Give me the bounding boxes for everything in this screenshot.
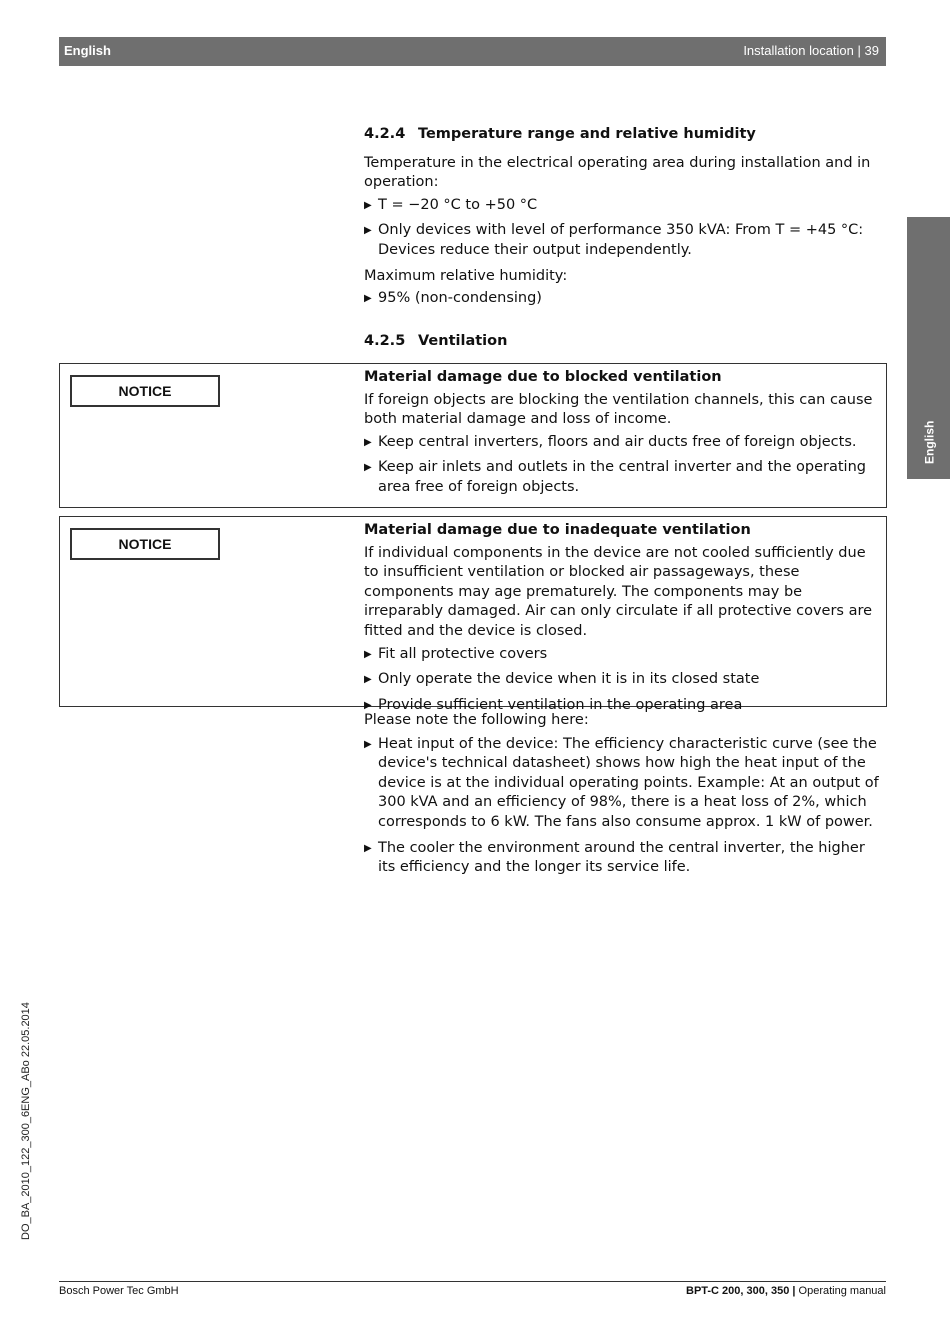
- notice-label: NOTICE: [70, 375, 220, 407]
- notice-paragraph: If individual components in the device are not cooled sufficiently due to insufficient ventilation or blocked air passageways, these components may age prematurely. The components may be irreparably damaged. Air can only circulate if all protective covers are fitted and the device is closed.: [364, 544, 873, 639]
- list-item: ▶ Fit all protective covers: [364, 645, 880, 665]
- notice-paragraph: If foreign objects are blocking the ventilation channels, this can cause both material damage and loss of income.: [364, 391, 873, 428]
- notice-box: [59, 363, 887, 508]
- list-item: ▶ Only devices with level of performance 350 kVA: From T = +45 °C: Devices reduce their output independently.: [364, 221, 886, 260]
- footer-doc-type: Operating manual: [798, 1285, 886, 1297]
- footer-product-info: [686, 1285, 886, 1297]
- header-separator: |: [857, 43, 861, 58]
- section-number: 4.2.4: [364, 126, 406, 142]
- notice-label: NOTICE: [70, 528, 220, 560]
- section-title: Ventilation: [418, 333, 508, 349]
- section-heading: [364, 125, 886, 145]
- footer-company: Bosch Power Tec GmbH: [59, 1285, 179, 1297]
- notice-title: Material damage due to inadequate ventilation: [364, 522, 751, 538]
- list-item: ▶ 95% (non-condensing): [364, 289, 886, 309]
- list-item: ▶ Heat input of the device: The efficiency characteristic curve (see the device's technical datasheet) shows how high the heat input of the device is at the individual operating points. Example: At an output of 300 kVA and an efficiency of 98%, there is a heat loss of 2%, which corresponds to 6 kW. The fans also consume approx. 1 kW of power.: [364, 735, 886, 833]
- paragraph: Please note the following here:: [364, 712, 589, 728]
- notes-section: [364, 711, 886, 878]
- section-heading: [364, 332, 886, 352]
- side-tab-label: English: [922, 420, 937, 464]
- list-item: ▶ Provide sufficient ventilation in the operating area: [364, 696, 880, 716]
- list-item: ▶ Only operate the device when it is in its closed state: [364, 670, 880, 690]
- paragraph: Temperature in the electrical operating area during installation and in operation:: [364, 154, 871, 191]
- header-section: Installation location: [743, 43, 854, 58]
- section-4-2-4: [364, 125, 886, 309]
- page-header: [59, 37, 886, 66]
- notice-title: Material damage due to blocked ventilation: [364, 369, 722, 385]
- list-item: ▶ Keep air inlets and outlets in the central inverter and the operating area free of foreign objects.: [364, 458, 880, 497]
- notice-content: [364, 368, 880, 498]
- section-title: Temperature range and relative humidity: [418, 126, 756, 142]
- list-item: ▶ The cooler the environment around the central inverter, the higher its efficiency and the longer its service life.: [364, 839, 886, 878]
- notice-content: [364, 521, 880, 715]
- header-language: English: [64, 43, 111, 58]
- footer-divider: [59, 1281, 886, 1282]
- list-item: ▶ T = −20 °C to +50 °C: [364, 196, 886, 216]
- section-4-2-5: [364, 332, 886, 352]
- header-page-number: 39: [864, 43, 879, 58]
- paragraph: Maximum relative humidity:: [364, 267, 568, 284]
- list-item: ▶ Keep central inverters, floors and air ducts free of foreign objects.: [364, 433, 880, 453]
- language-side-tab: [907, 217, 950, 479]
- footer-separator: |: [792, 1285, 796, 1297]
- section-number: 4.2.5: [364, 333, 406, 349]
- header-section-page: [743, 43, 879, 58]
- document-id: DO_BA_2010_122_300_6ENG_ABo 22.05.2014: [20, 1002, 32, 1240]
- notice-box: [59, 516, 887, 713]
- footer-product: BPT-C 200, 300, 350: [686, 1285, 790, 1297]
